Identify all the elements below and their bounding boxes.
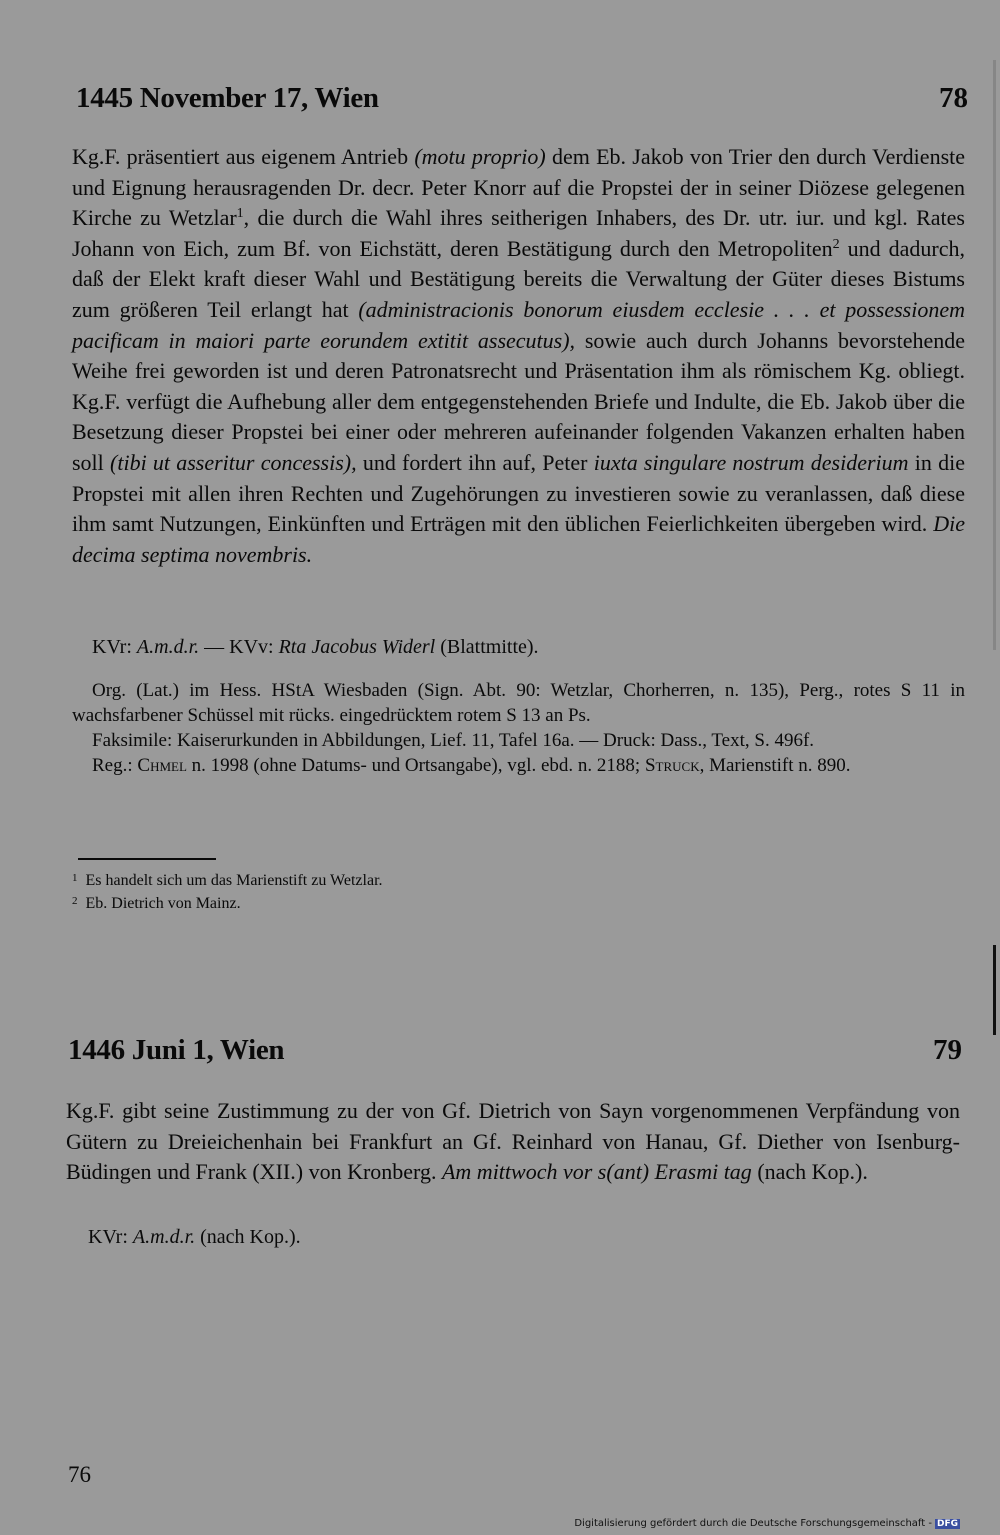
text-run: und fordert ihn auf, Peter — [356, 449, 594, 475]
latin-quote: (motu proprio) — [414, 144, 546, 169]
text-run: (Blattmitte). — [435, 636, 539, 658]
text-run: und dadurch, daß der Elekt kraft dieser Wahl und Bestätigung bereits die Verwaltung der Güter dieses Bistums zum größeren Teil erlangt hat — [72, 235, 965, 322]
footnote-1: $^1$ Es handelt sich um das Marienstift zu Wetzlar. — [72, 872, 383, 889]
text-run: (nach Kop.). — [751, 1159, 868, 1185]
entry-79-heading: 1446 Juni 1, Wien — [68, 1034, 285, 1066]
entry-78-notes — [72, 678, 965, 778]
text-run: Faksimile: Kaiserurkunden in Abbildungen, Lief. 11, Tafel 16a. — Druck: Dass., Text, S. 496f. — [92, 730, 815, 751]
entry-78-text — [72, 142, 965, 570]
latin-quote: Die decima septima novembris. — [72, 511, 965, 567]
text-run: Chmel — [137, 755, 187, 776]
text-run: Kg.F. gibt seine Zustimmung zu der von Gf. Dietrich von Sayn vorgenommenen Verpfändung von Gütern zu Dreieichenhain bei Frankfurt an Gf. Reinhard von Hanau, Gf. Diether von Isenburg-Büdingen und Frank (XII.) von Kronberg. — [66, 1098, 960, 1185]
entry-78-kv — [92, 636, 539, 659]
note-facsimile — [72, 728, 965, 753]
entry-79-number: 79 — [933, 1034, 962, 1066]
footnote-2: $^2$ Eb. Dietrich von Mainz. — [72, 895, 241, 912]
text-run: sowie auch durch Johanns bevorstehende Weihe frei geworden ist und deren Patronatsrecht und Präsentation ihm als römischem Kg. obliegt. Kg.F. verfügt die Aufhebung aller dem entgegenstehenden Briefe und Indulte, die Eb. Jakob über die Besetzung dieser Propstei bei einer oder mehreren aufeinander folgenden Vakanzen erhalten haben soll — [72, 327, 965, 475]
footer-text: Digitalisierung gefördert durch die Deutsche Forschungsgemeinschaft - — [574, 1518, 932, 1529]
footnote-ref: 2 — [832, 236, 840, 252]
entry-78-heading: 1445 November 17, Wien — [76, 82, 379, 114]
entry-79-text — [66, 1096, 960, 1188]
note-regest — [72, 753, 965, 778]
funding-footer — [574, 1518, 960, 1529]
footnote-rule — [78, 858, 216, 860]
text-run: (nach Kop.). — [195, 1226, 301, 1248]
latin-quote: Am mittwoch vor s(ant) Erasmi tag — [441, 1159, 752, 1185]
latin-quote: A.m.d.r. — [132, 1226, 196, 1248]
text-run: Struck — [644, 755, 700, 776]
text-run: dem Eb. Jakob von Trier den durch Verdienste und Eignung herausragenden Dr. decr. Peter Knorr auf die Propstei der in seiner Diözese gelegenen Kirche zu Wetzlar — [72, 144, 966, 231]
text-run: , Marienstift n. 890. — [699, 755, 851, 776]
text-run: Org. (Lat.) im Hess. HStA Wiesbaden (Sign. Abt. 90: Wetzlar, Chorherren, n. 135), Perg., rotes S 11 in wachsfarbener Schüssel mit rücks. eingedrücktem rotem S 13 an Ps. — [72, 680, 965, 726]
text-run: in die Propstei mit allen ihren Rechten und Zugehörungen zu investieren sowie zu veranlassen, daß diese ihm samt Nutzungen, Einkünften und Erträgen mit den üblichen Feierlichkeiten übergeben wird. — [72, 449, 965, 537]
latin-quote: (administracionis bonorum eiusdem ecclesie . . . et possessionem pacificam in maiori parte eorundem extitit assecutus), — [72, 296, 965, 353]
latin-quote: Rta Jacobus Widerl — [278, 636, 436, 658]
latin-quote: A.m.d.r. — [136, 636, 200, 658]
text-run: , die durch die Wahl ihres seitherigen Inhabers, des Dr. utr. iur. und kgl. Rates Johann von Eich, zum Bf. von Eichstätt, deren Bestätigung durch den Metropoliten — [72, 205, 965, 261]
latin-quote: (tibi ut asseritur concessis), — [110, 449, 357, 475]
entry-79-kv — [88, 1226, 301, 1249]
text-run: KVr: — [92, 636, 137, 658]
text-run: Kg.F. präsentiert aus eigenem Antrieb — [72, 144, 415, 169]
entry-78-number: 78 — [939, 82, 968, 114]
text-run: Reg.: — [92, 755, 138, 776]
latin-quote: iuxta singulare nostrum desiderium — [593, 449, 909, 475]
entry-79-summary — [66, 1096, 960, 1188]
page-number: 76 — [68, 1462, 91, 1487]
entry-78-summary — [72, 142, 965, 570]
footnote-ref: 1 — [236, 206, 244, 222]
text-run: KVr: — [88, 1226, 133, 1248]
scan-edge-top — [993, 60, 996, 650]
text-run: — KVv: — [199, 636, 279, 658]
dfg-logo: DFG — [936, 1519, 958, 1529]
note-original — [72, 678, 965, 728]
text-run: n. 1998 (ohne Datums- und Ortsangabe), vgl. ebd. n. 2188; — [186, 755, 645, 776]
scan-edge-mark — [993, 945, 996, 1035]
